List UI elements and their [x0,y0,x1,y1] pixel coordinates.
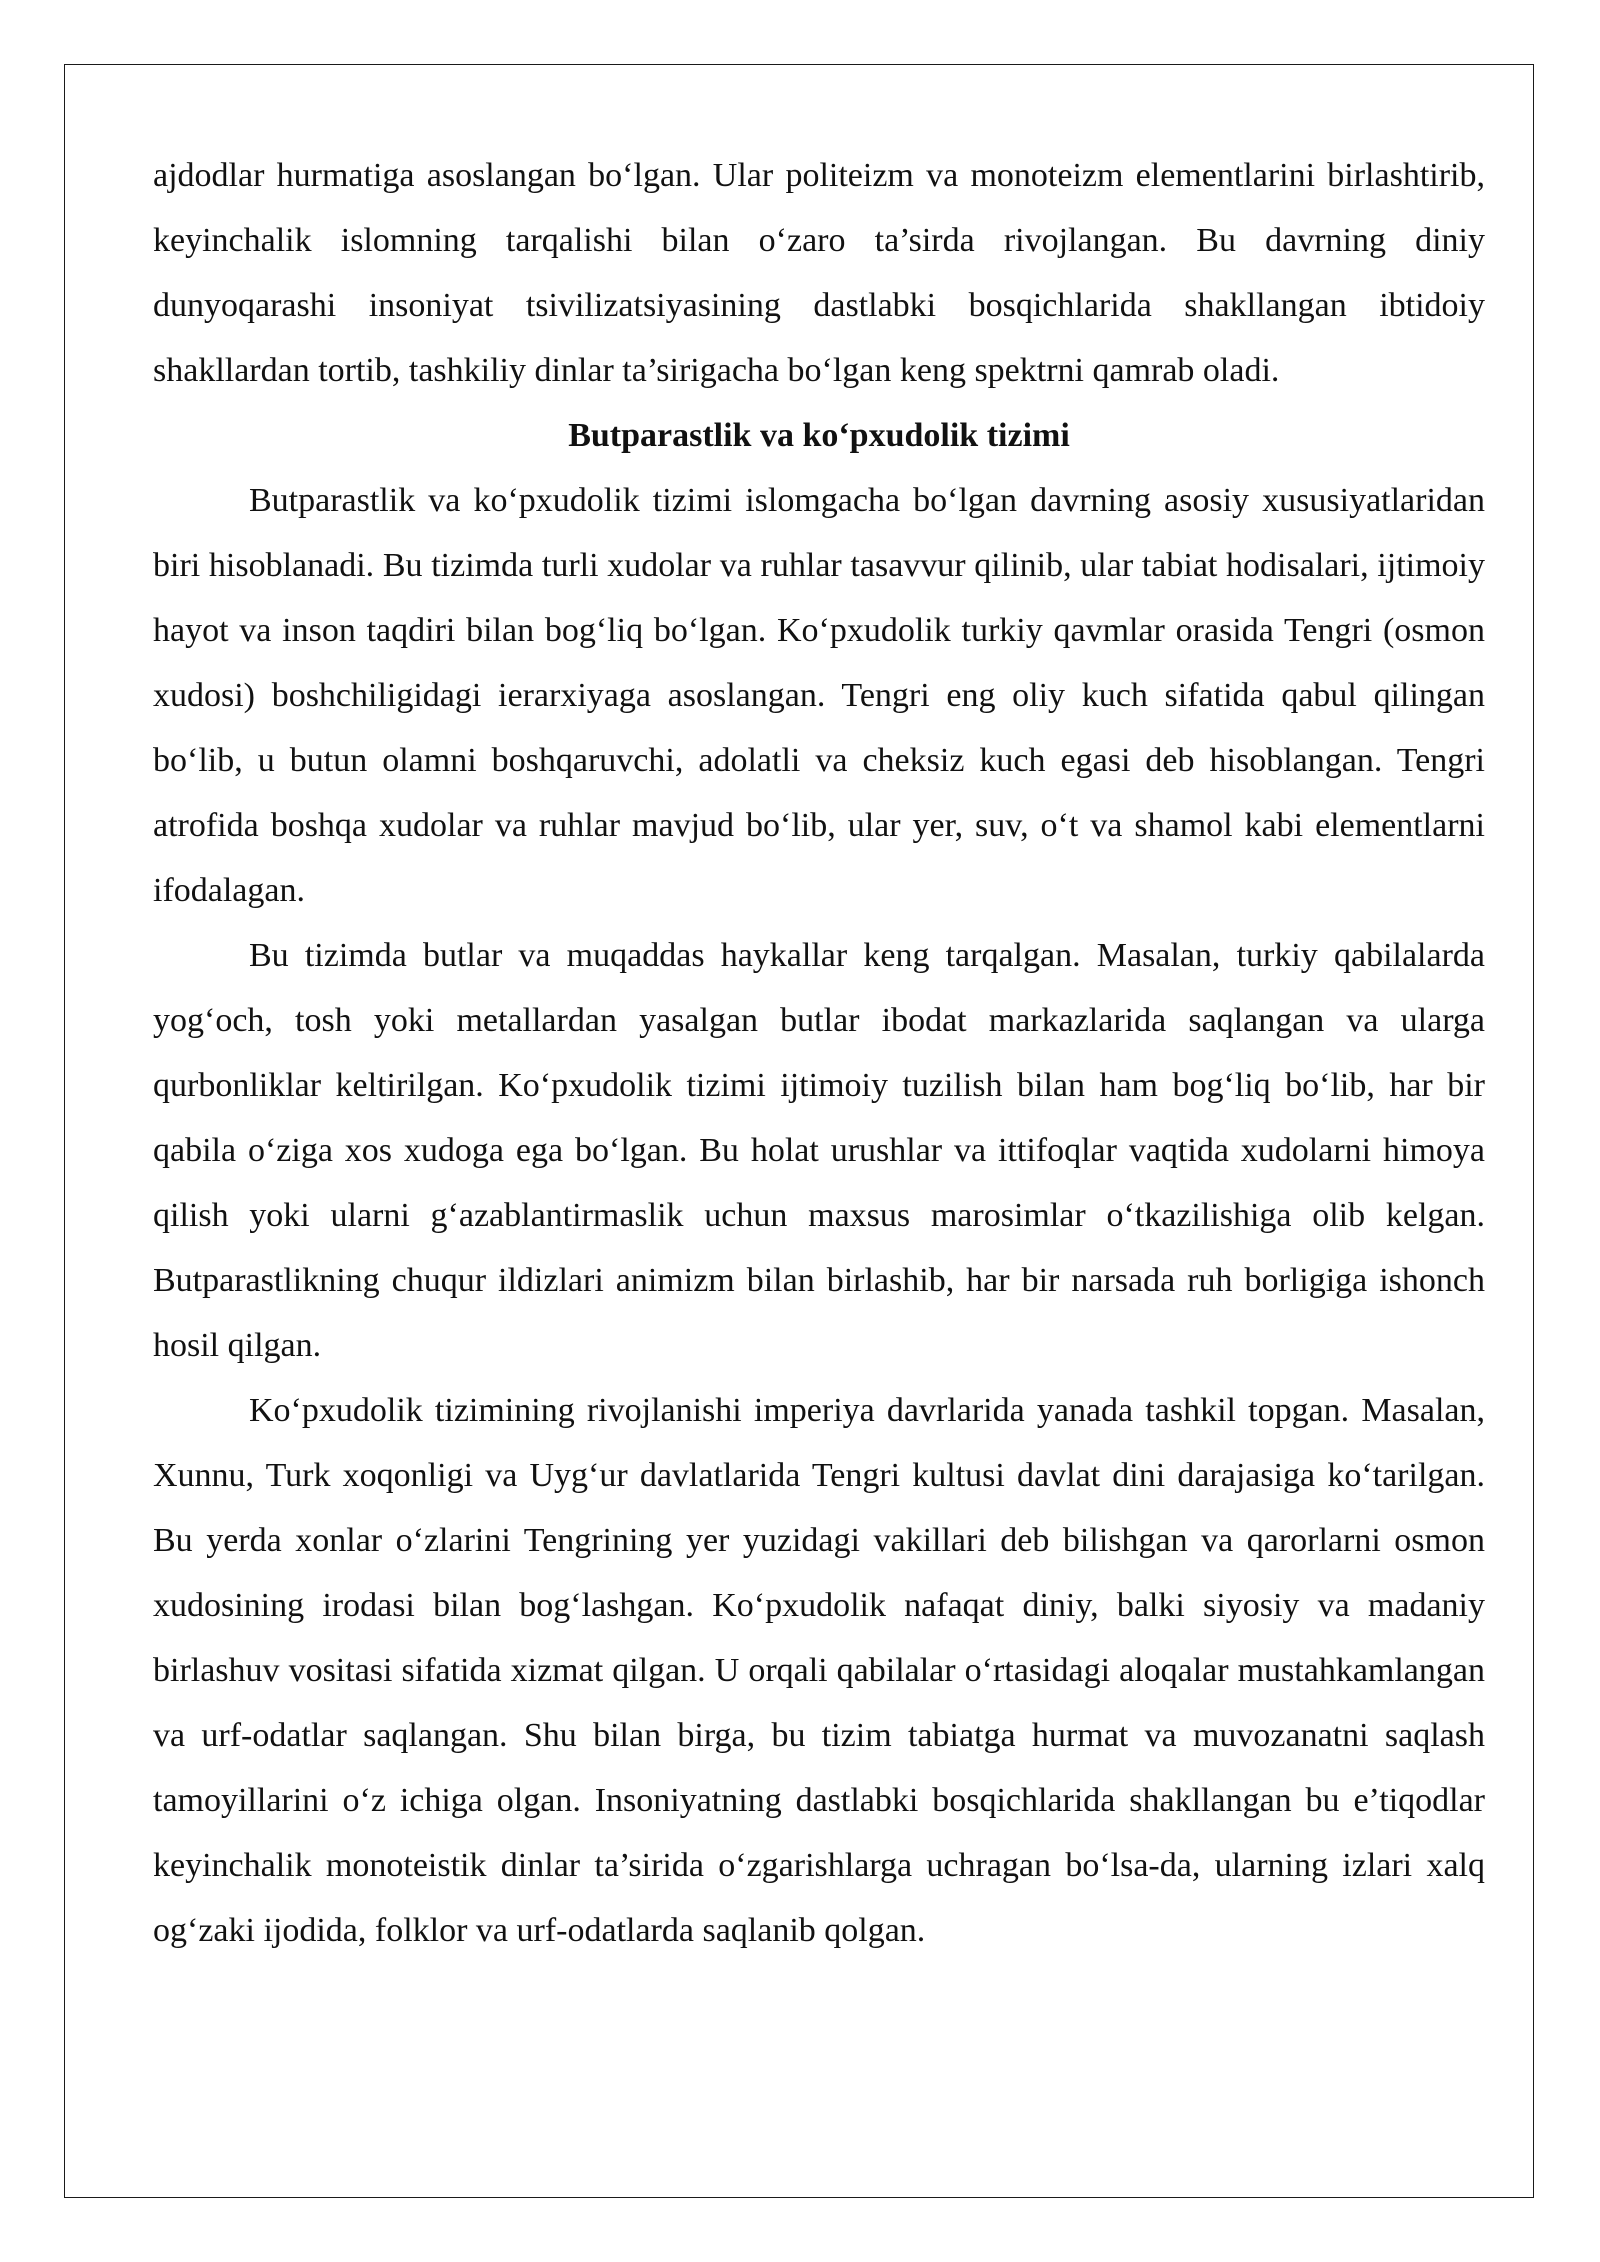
body-paragraph-1: Butparastlik va ko‘pxudolik tizimi islomgacha bo‘lgan davrning asosiy xususiyatlaridan biri hisoblanadi. Bu tizimda turli xudolar va ruhlar tasavvur qilinib, ular tabiat hodisalari, ijtimoiy hayot va inson taqdiri bilan bog‘liq bo‘lgan. Ko‘pxudolik turkiy qavmlar orasida Tengri (osmon xudosi) boshchiligidagi ierarxiyaga asoslangan. Tengri eng oliy kuch sifatida qabul qilingan bo‘lib, u butun olamni boshqaruvchi, adolatli va cheksiz kuch egasi deb hisoblangan. Tengri atrofida boshqa xudolar va ruhlar mavjud bo‘lib, ular yer, suv, o‘t va shamol kabi elementlarni ifodalagan. [153,482,1485,909]
intro-paragraph: ajdodlar hurmatiga asoslangan bo‘lgan. Ular politeizm va monoteizm elementlarini birlashtirib, keyinchalik islomning tarqalishi bilan o‘zaro ta’sirda rivojlangan. Bu davrning diniy dunyoqarashi insoniyat tsivilizatsiyasining dastlabki bosqichlarida shakllangan ibtidoiy shakllardan tortib, tashkiliy dinlar ta’sirigacha bo‘lgan keng spektrni qamrab oladi. [153,157,1485,389]
section-heading: Butparastlik va ko‘pxudolik tizimi [568,417,1070,454]
body-paragraph-3: Ko‘pxudolik tizimining rivojlanishi imperiya davrlarida yanada tashkil topgan. Masalan, Xunnu, Turk xoqonligi va Uyg‘ur davlatlarida Tengri kultusi davlat dini darajasiga ko‘tarilgan. Bu yerda xonlar o‘zlarini Tengrining yer yuzidagi vakillari deb bilishgan va qarorlarni osmon xudosining irodasi bilan bog‘lashgan. Ko‘pxudolik nafaqat diniy, balki siyosiy va madaniy birlashuv vositasi sifatida xizmat qilgan. U orqali qabilalar o‘rtasidagi aloqalar mustahkamlangan va urf-odatlar saqlangan. Shu bilan birga, bu tizim tabiatga hurmat va muvozanatni saqlash tamoyillarini o‘z ichiga olgan. Insoniyatning dastlabki bosqichlarida shakllangan bu e’tiqodlar keyinchalik monoteistik dinlar ta’sirida o‘zgarishlarga uchragan bo‘lsa-da, ularning izlari xalq og‘zaki ijodida, folklor va urf-odatlarda saqlanib qolgan. [153,1392,1485,1949]
body-paragraph-2: Bu tizimda butlar va muqaddas haykallar keng tarqalgan. Masalan, turkiy qabilalarda yog‘och, tosh yoki metallardan yasalgan butlar ibodat markazlarida saqlangan va ularga qurbonliklar keltirilgan. Ko‘pxudolik tizimi ijtimoiy tuzilish bilan ham bog‘liq bo‘lib, har bir qabila o‘ziga xos xudoga ega bo‘lgan. Bu holat urushlar va ittifoqlar vaqtida xudolarni himoya qilish yoki ularni g‘azablantirmaslik uchun maxsus marosimlar o‘tkazilishiga olib kelgan. Butparastlikning chuqur ildizlari animizm bilan birlashib, har bir narsada ruh borligiga ishonch hosil qilgan. [153,937,1485,1364]
document-body [153,143,1485,1963]
